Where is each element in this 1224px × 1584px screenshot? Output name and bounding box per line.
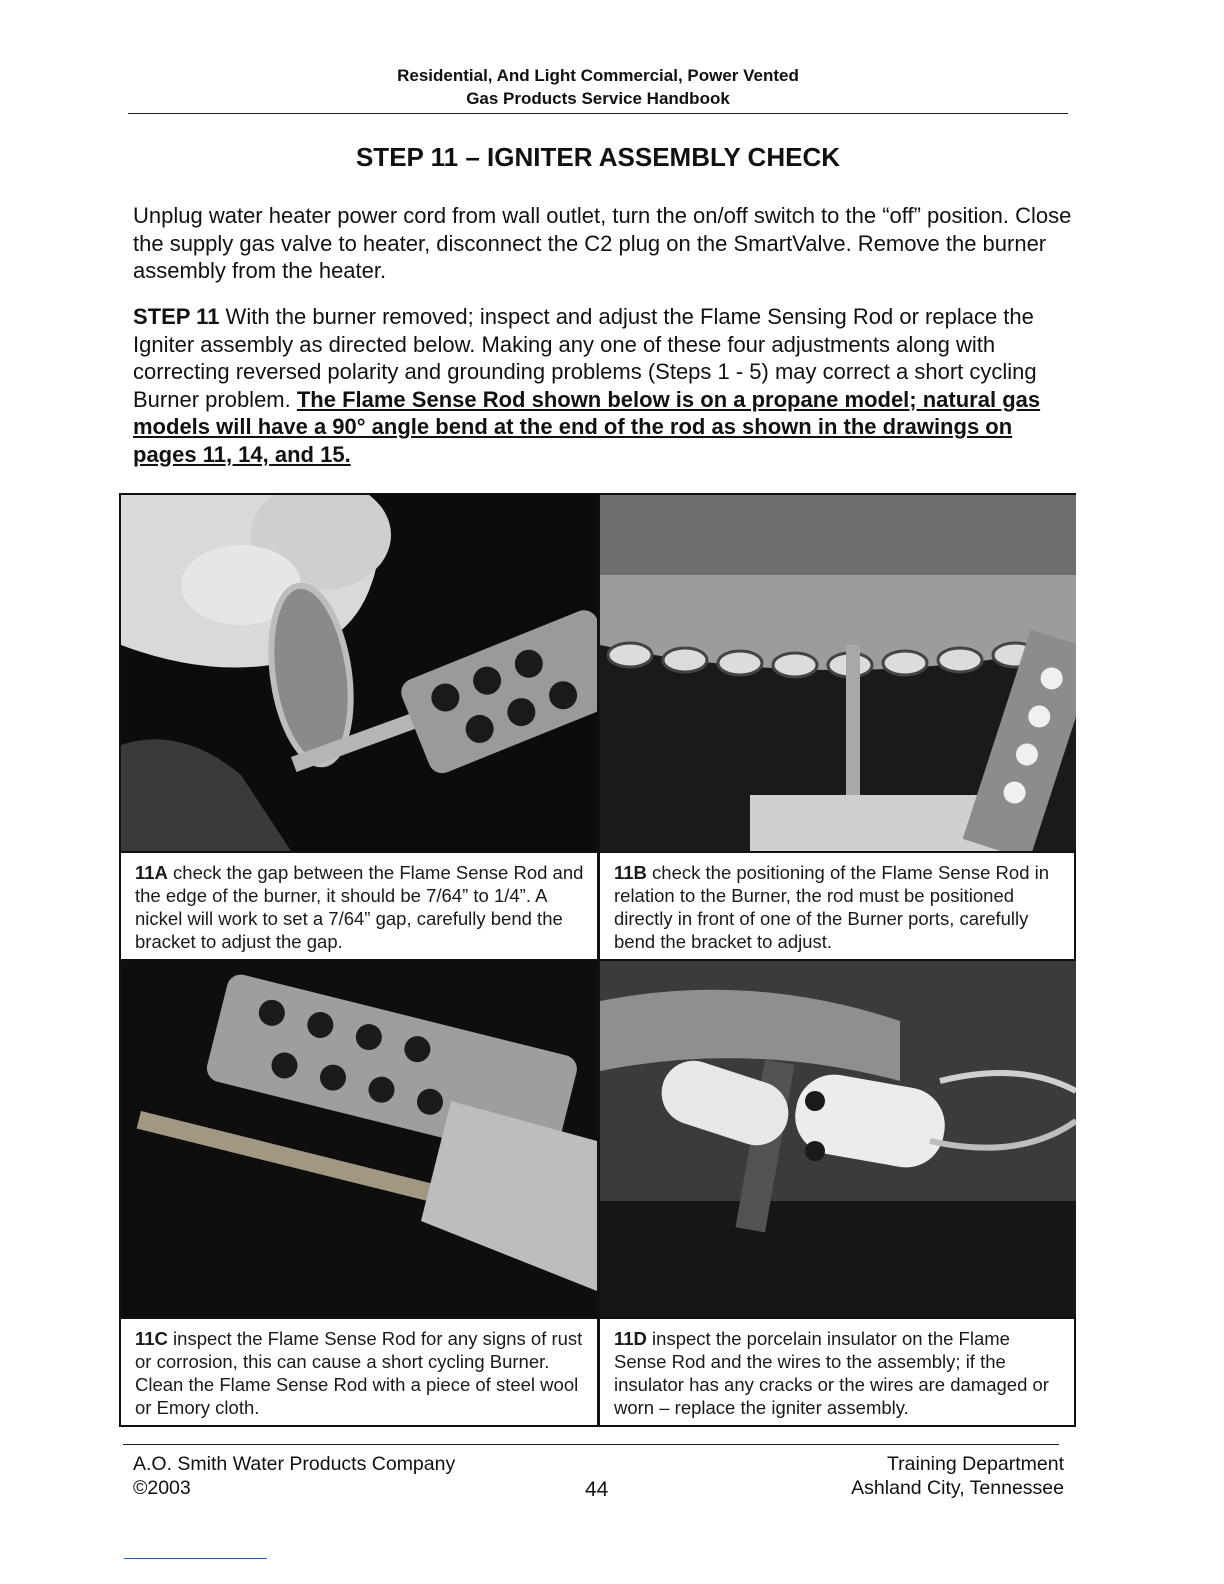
- photo-11d: [600, 961, 1076, 1317]
- footnote-rule: [124, 1558, 267, 1559]
- caption-11a: [135, 861, 587, 953]
- footer-divider: [123, 1444, 1059, 1445]
- caption-cell-11a: [121, 853, 597, 959]
- step-lead: STEP 11: [133, 304, 220, 329]
- caption-text: check the positioning of the Flame Sense Rod in relation to the Burner, the rod must be positioned directly in front of one of the Burner ports, carefully bend the bracket to adjust.: [614, 862, 1050, 952]
- caption-cell-11c: [121, 1319, 597, 1425]
- header-divider: [128, 113, 1068, 114]
- footer-location: Ashland City, Tennessee: [851, 1477, 1064, 1499]
- caption-text: inspect the porcelain insulator on the Flame Sense Rod and the wires to the assembly; if the insulator has any cracks or the wires are damaged or worn – replace the igniter assembly.: [614, 1328, 1049, 1418]
- footer-right: [851, 1452, 1064, 1500]
- caption-11b: [614, 861, 1066, 953]
- page-title: STEP 11 – IGNITER ASSEMBLY CHECK: [355, 142, 841, 172]
- step-emphasis: The Flame Sense Rod shown below is on a propane model; natural gas models will have a 90° angle bend at the end of the rod as shown in the drawings on pages 11, 14, and 15.: [133, 386, 1041, 467]
- photo-grid: [119, 493, 1076, 1427]
- caption-label: 11A: [135, 862, 168, 883]
- caption-label: 11C: [135, 1328, 168, 1349]
- caption-text: check the gap between the Flame Sense Rod and the edge of the burner, it should be 7/64” to 1/4”. A nickel will work to set a 7/64” gap, carefully bend the bracket to adjust the gap.: [135, 862, 584, 952]
- caption-cell-11d: [600, 1319, 1076, 1425]
- footer-company: A.O. Smith Water Products Company: [133, 1453, 456, 1475]
- footer-dept: Training Department: [886, 1453, 1064, 1475]
- caption-label: 11B: [614, 862, 647, 883]
- header-line-1: Residential, And Light Commercial, Power Vented: [397, 66, 799, 85]
- caption-text: inspect the Flame Sense Rod for any signs of rust or corrosion, this can cause a short cycling Burner. Clean the Flame Sense Rod with a piece of steel wool or Emory cloth.: [135, 1328, 583, 1418]
- caption-11d: [614, 1327, 1066, 1419]
- photo-11c: [121, 961, 597, 1317]
- page-header: [128, 64, 1068, 110]
- photo-11b: [600, 495, 1076, 851]
- step-body: With the burner removed; inspect and adjust the Flame Sensing Rod or replace the Igniter assembly as directed below. Making any one of these four adjustments along with correcting reversed polarity and grounding problems (Steps 1 - 5) may correct a short cycling Burner problem.: [133, 304, 1037, 412]
- caption-cell-11b: [600, 853, 1076, 959]
- footer-left: [133, 1452, 455, 1500]
- header-line-2: Gas Products Service Handbook: [466, 89, 730, 108]
- caption-11c: [135, 1327, 587, 1419]
- step-paragraph: [133, 303, 1073, 468]
- grid-column-divider: [597, 495, 600, 1425]
- photo-11a: [121, 495, 597, 851]
- intro-paragraph: Unplug water heater power cord from wall outlet, turn the on/off switch to the “off” position. Close the supply gas valve to heater, disconnect the C2 plug on the SmartValve. Remove the burner assembly from the heater.: [133, 203, 1072, 283]
- page-number: 44: [585, 1478, 609, 1501]
- caption-label: 11D: [614, 1328, 647, 1349]
- footer-copyright: ©2003: [133, 1477, 191, 1499]
